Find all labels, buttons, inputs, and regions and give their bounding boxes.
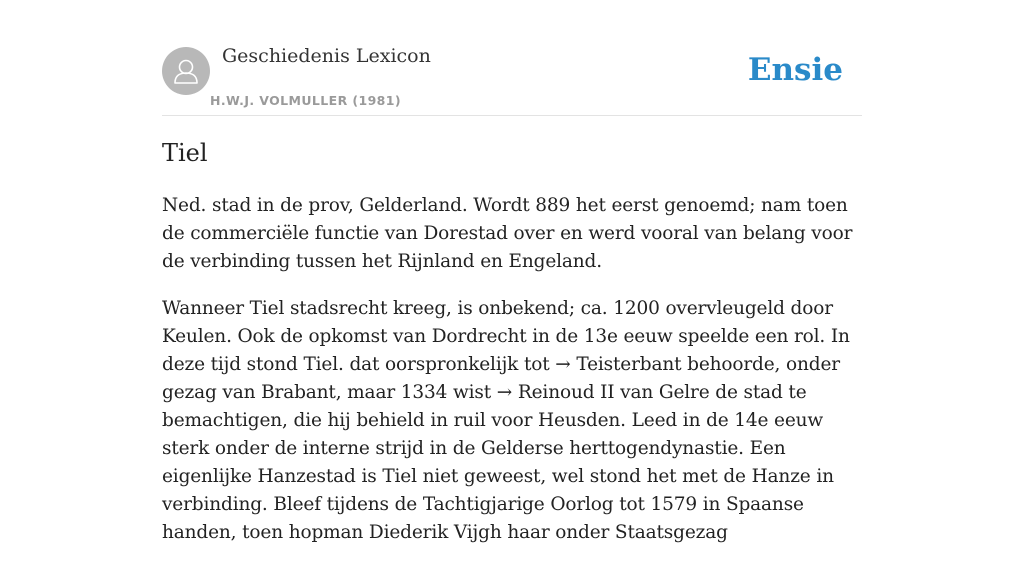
avatar[interactable] (162, 47, 210, 95)
source-author[interactable]: H.W.J. VOLMULLER (1981) (210, 93, 401, 108)
source-header (162, 0, 862, 116)
entry-paragraph: Ned. stad in de prov, Gelderland. Wordt 889 het eerst genoemd; nam toen de commerciële functie van Dorestad over en werd vooral van belang voor de verbinding tussen het Rijnland en Engeland. (162, 195, 853, 272)
user-icon (162, 47, 210, 95)
entry-title: Tiel (162, 139, 208, 167)
page (162, 0, 862, 543)
source-title[interactable]: Geschiedenis Lexicon (222, 45, 431, 67)
entry-body (162, 192, 862, 566)
entry-paragraph: Wanneer Tiel stadsrecht kreeg, is onbekend; ca. 1200 overvleugeld door Keulen. Ook de opkomst van Dordrecht in de 13e eeuw speelde een rol. In deze tijd stond Tiel. dat oorspronkelijk tot → Teisterbant behoorde, onder gezag van Brabant, maar 1334 wist → Reinoud II van Gelre de stad te bemachtigen, die hij behield in ruil voor Heusden. Leed in de 14e eeuw sterk onder de interne strijd in de Gelderse herttogendynastie. Een eigenlijke Hanzestad is Tiel niet geweest, wel stond het met de Hanze in verbinding. Bleef tijdens de Tachtigjarige Oorlog tot 1579 in Spaanse handen, toen hopman Diederik Vijgh haar onder Staatsgezag (162, 298, 850, 543)
brand-logo[interactable]: Ensie (747, 52, 843, 88)
